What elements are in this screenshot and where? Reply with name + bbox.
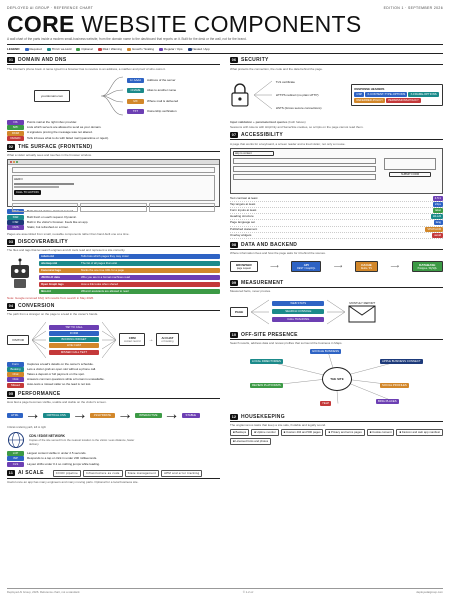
- row-tag: HTML: [7, 209, 24, 214]
- section-number: 07: [231, 133, 237, 137]
- offsite-profile: BING PLACES: [378, 398, 397, 403]
- accessibility-rows: [230, 196, 443, 239]
- conversion-connectors-left: [32, 318, 46, 362]
- ai-scale-tags: [53, 470, 203, 477]
- arrow-right-icon: →: [163, 406, 180, 424]
- hero-label: HERO: [14, 177, 23, 182]
- legend-swatch: [188, 48, 192, 51]
- section-housekeeping: [230, 414, 443, 445]
- row-tag: Missed: [7, 383, 24, 388]
- arrow-right-icon: ⟶: [333, 264, 343, 271]
- info-row: [7, 225, 220, 230]
- discover-text: Tells bots which pages they may crawl: [81, 253, 129, 258]
- legend-swatch: [47, 48, 51, 51]
- dns-record-type: CNAME: [127, 88, 144, 93]
- data-node-sub: Postgres / MySQL: [417, 267, 437, 271]
- legend-label: Growth / Scaling: [131, 47, 154, 51]
- browser-bar: [8, 160, 219, 165]
- discover-file: robots.txt: [41, 253, 54, 258]
- legend-label: Risk / Warning: [102, 47, 122, 51]
- dns-record-text: Where mail is delivered: [147, 98, 179, 103]
- crm-label: CRM: [128, 336, 136, 341]
- row-text: Tells inboxes what to do with failed mail (quarantine or reject).: [27, 135, 109, 140]
- accessibility-value: VPAT/ACR: [427, 226, 441, 231]
- browser-wireframe: [7, 159, 220, 207]
- housekeeping-item: ■ Privacy and terms pages: [325, 429, 364, 436]
- discover-text: Marks the one true URL for a page: [81, 267, 124, 272]
- conversion-channel[interactable]: TAP TO CALL: [49, 325, 99, 330]
- legend-item: [159, 47, 183, 51]
- arrow-right-icon: →: [117, 406, 133, 424]
- dns-record: [127, 86, 178, 95]
- section-number: 02: [8, 144, 14, 149]
- row-tag: CMS: [7, 225, 24, 230]
- row-text: Built in the visitor's browser. Feels like an app.: [27, 219, 89, 224]
- info-row: [7, 136, 220, 141]
- accessibility-label: Overlay widgets: [230, 232, 252, 237]
- row-text: Layout shifts under 0.1 so nothing jumps while loading.: [27, 461, 100, 466]
- section-note: Pages are assembled from small, reusable components rather than hand-built one at a time.: [7, 231, 130, 236]
- offsite-profile: APPLE BUSINESS CONNECT: [382, 358, 421, 363]
- render-path: [7, 406, 220, 424]
- section-measurement: [230, 280, 443, 329]
- arrow-right-icon: →: [24, 406, 41, 424]
- offsite-profile: YELP: [322, 400, 330, 405]
- dns-record-type: MX: [127, 99, 144, 104]
- arrow-right-icon: ⟶: [390, 264, 400, 271]
- dns-record-text: Alias to another name: [147, 88, 177, 93]
- legend-item: [98, 47, 122, 51]
- tls-label: TLS certificate: [275, 80, 295, 84]
- measure-source: CALL TRACKING: [272, 317, 324, 322]
- section-title: THE SURFACE (FRONTEND): [18, 143, 93, 150]
- discover-file: Canonical tags: [41, 267, 61, 272]
- section-number: 08: [231, 242, 237, 247]
- section-data: [230, 242, 443, 277]
- row-tag: DKIM: [7, 131, 24, 136]
- crm-sub: contact record: [123, 340, 141, 344]
- accessibility-value: avoid: [434, 232, 441, 237]
- section-title: MEASUREMENT: [241, 279, 284, 286]
- row-text: Largest content visible in under 2.5 seconds.: [27, 451, 87, 456]
- section-security: [230, 57, 443, 129]
- data-node-title: API: [303, 263, 309, 268]
- info-row: [7, 382, 220, 387]
- legend-item: [47, 47, 72, 51]
- ai-scale-tag: State management: [125, 470, 159, 477]
- section-desc: How fast a page becomes visible, usable and stable on the visitor's screen.: [7, 400, 107, 405]
- section-frontend: [7, 144, 220, 236]
- measure-connectors-right: [327, 295, 345, 329]
- footer: [7, 588, 443, 594]
- card: [149, 203, 215, 212]
- row-text: Lets a visitor grab an open slot without a phone call.: [27, 366, 97, 371]
- housekeeping-item: ■ Cookie consent: [367, 429, 395, 436]
- dns-records: [127, 76, 178, 117]
- accessibility-row: [230, 233, 443, 239]
- visitor-node: VISITOR: [7, 335, 29, 345]
- conversion-channel[interactable]: MISSED CALL TEXT: [49, 350, 99, 355]
- discover-text: How a link looks when shared: [81, 281, 119, 286]
- legend-swatch: [25, 48, 29, 51]
- data-node: [412, 261, 443, 272]
- section-title: PERFORMANCE: [18, 390, 61, 397]
- discover-item: [39, 268, 220, 274]
- discover-list: [39, 254, 220, 295]
- data-node-sub: page request: [236, 267, 251, 271]
- security-header: PERMISSIONS-POLICY: [388, 98, 419, 103]
- section-desc: What protects the connection, the code and the data behind the page.: [230, 66, 323, 71]
- legend-swatch: [76, 48, 80, 51]
- discover-file: JSON-LD data: [41, 274, 60, 279]
- accessibility-value: lang: [435, 220, 441, 225]
- robot-icon: [7, 258, 33, 290]
- security-note: [230, 120, 443, 124]
- title-bold: CORE: [7, 11, 75, 37]
- section-discoverability: [7, 239, 220, 300]
- section-title: HOUSEKEEPING: [241, 413, 285, 420]
- render-step: JS/HYDRATE: [90, 413, 115, 418]
- offsite-profile: SOCIAL PROFILES: [382, 382, 407, 387]
- site-hub: THE SITE: [322, 367, 352, 391]
- section-desc: A page that works for a keyboard, a screen reader and a tired visitor, not only a mouse.: [230, 141, 346, 146]
- row-tag: Form: [7, 362, 24, 367]
- section-number: 06: [231, 58, 237, 62]
- measure-source: SEARCH CONSOLE: [272, 309, 324, 314]
- discover-text: Who you are in a format machines read: [81, 274, 130, 279]
- accessibility-value: 24px: [434, 201, 441, 206]
- offsite-profile: GOOGLE BUSINESS: [312, 348, 340, 353]
- section-number: 10: [231, 332, 237, 337]
- card: [80, 203, 146, 212]
- dns-record-text: Address of the server: [147, 77, 176, 82]
- arrow-right-icon: ⟶: [270, 264, 279, 271]
- data-node-title: BROWSER: [236, 263, 252, 268]
- window-dot-icon: [16, 161, 18, 163]
- dns-record: [127, 107, 178, 116]
- housekeeping-item: ■ Favicon and web app manifest: [396, 429, 442, 436]
- left-column: [7, 57, 220, 487]
- dns-record: [127, 76, 178, 85]
- security-note-rest: (both halves): [288, 119, 306, 124]
- legend-label: Optional: [81, 47, 93, 51]
- security-connectors: [254, 75, 272, 115]
- dns-record-type: A / AAAA: [127, 78, 144, 83]
- header-list: [354, 92, 440, 103]
- render-step: CRITICAL CSS: [43, 413, 70, 418]
- discover-item: [39, 282, 220, 288]
- section-number: 11: [8, 471, 14, 476]
- section-title: CONVERSION: [18, 302, 55, 309]
- ai-chat-node: [156, 333, 178, 346]
- data-node-title: DATABASE: [419, 263, 436, 268]
- section-desc: Useful once an app has many engineers and many moving parts. Optional for a local business site.: [7, 480, 139, 485]
- accessibility-label: Text contrast at least: [230, 195, 258, 200]
- row-tag: NS: [7, 120, 24, 125]
- ai-scale-tag: Infrastructure as code: [83, 470, 123, 477]
- discover-item: [39, 289, 220, 295]
- legend-label: Nested / App: [192, 47, 210, 51]
- card-row: [12, 203, 215, 212]
- ai-scale-tag: APM and error tracking: [161, 470, 202, 477]
- accessibility-wireframe: [230, 148, 443, 194]
- text-line: [14, 183, 74, 185]
- measure-connectors-left: [251, 295, 269, 329]
- row-text: Lists which servers are allowed to send as your domain.: [27, 125, 102, 130]
- lock-icon: [230, 83, 250, 107]
- legend-swatch: [127, 48, 131, 51]
- row-text: Built ahead of time. Fastest to load.: [27, 209, 75, 214]
- section-desc: Measured facts, never proxies.: [230, 289, 272, 294]
- conversion-rows: [7, 362, 220, 388]
- offsite-diagram: [230, 347, 443, 411]
- section-title: ACCESSIBILITY: [241, 132, 283, 138]
- render-step: INTERACTIVE: [135, 413, 162, 418]
- window-dot-icon: [13, 161, 15, 163]
- row-tag: SPF: [7, 125, 24, 130]
- section-number: 04: [8, 303, 14, 308]
- page-node: PAGE: [230, 307, 248, 317]
- cookie-note: Sessions with tokens with HttpOnly and SameSite cookies, so scripts on the page cannot read them.: [230, 125, 364, 129]
- legend-item: [188, 47, 210, 51]
- section-performance: [7, 391, 220, 467]
- crm-node: [119, 333, 145, 346]
- row-tag: Chat: [7, 372, 24, 377]
- housekeeping-item: ■ Licensed fonts and photos: [230, 438, 271, 445]
- section-desc: The unglamorous tasks that keep a site safe, findable and legally sound.: [230, 423, 327, 428]
- legend: [7, 44, 443, 54]
- section-title: DATA AND BACKEND: [241, 241, 298, 248]
- row-tag: SSR: [7, 215, 24, 220]
- section-title: OFF-SITE PRESENCE: [241, 331, 298, 338]
- footer-left: Deployed AI Group, 2026. Reference chart, not a standard.: [7, 590, 81, 594]
- housekeeping-item: ■ Backups: [230, 429, 249, 436]
- measure-nodes: [272, 301, 324, 322]
- hero-block: [12, 175, 215, 201]
- section-ai-scale: [7, 470, 220, 485]
- discover-text: What AI assistants are allowed to read: [81, 288, 129, 293]
- data-node-title: CACHE: [361, 263, 372, 268]
- discover-file: Open Graph tags: [41, 281, 64, 286]
- discover-item: [39, 275, 220, 281]
- accessibility-value: 4.5:1: [434, 195, 441, 200]
- housekeeping-item: ■ Custom 404 and 500 pages: [281, 429, 324, 436]
- legend-item: [76, 47, 92, 51]
- info-row: [7, 462, 220, 467]
- row-tag: LCP: [7, 451, 24, 456]
- section-title: AI SCALE: [18, 470, 44, 477]
- legend-title: LEGEND: [7, 47, 20, 51]
- render-path-note: Critical rendering path, left to right: [7, 426, 46, 430]
- offsite-profile: LOCAL DIRECTORIES: [252, 358, 281, 363]
- row-text: Auto-texts a missed caller so the lead is not lost.: [27, 382, 92, 387]
- form-field[interactable]: [233, 158, 376, 164]
- legend-swatch: [98, 48, 102, 51]
- row-tag: Booking: [7, 367, 24, 372]
- accessibility-value: label: [435, 208, 441, 212]
- window-dot-icon: [10, 161, 12, 163]
- render-step: STABLE: [182, 413, 201, 418]
- section-conversion: [7, 303, 220, 388]
- response-headers-title: RESPONSE HEADERS: [354, 86, 385, 91]
- section-desc: Where information lives and how the page asks for it behind the scenes.: [230, 251, 326, 256]
- accessibility-label: Form inputs at least: [230, 207, 257, 212]
- security-header: X-FRAME-OPTIONS: [410, 91, 437, 96]
- row-tag: Click: [7, 377, 24, 382]
- row-text: Static, but refreshed on a timer.: [27, 224, 69, 229]
- data-node-sub: REST / GraphQL: [297, 267, 316, 271]
- arrow-right-icon: →: [71, 406, 88, 424]
- section-desc: The internet's phone book. A name typed in a browser has to resolve to an address, a mailbox and proof of who owns it.: [7, 66, 166, 71]
- skip-link[interactable]: skip to content: [233, 151, 274, 156]
- section-title: SECURITY: [241, 57, 269, 63]
- discover-file: llms.txt: [41, 288, 51, 293]
- section-note: Note: Google removed FAQ rich results from search in May 2026.: [7, 295, 95, 300]
- security-header: CSP: [356, 91, 363, 96]
- data-node-sub: Redis / KV: [360, 267, 373, 271]
- dns-record-type: TXT: [127, 109, 144, 114]
- section-accessibility: [230, 132, 443, 239]
- render-step: HTML: [7, 413, 23, 418]
- discover-item: [39, 254, 220, 260]
- section-title: DISCOVERABILITY: [18, 238, 69, 245]
- form-field[interactable]: [233, 174, 376, 180]
- footer-right: deployedaigroup.com: [416, 590, 443, 594]
- dns-rows: [7, 120, 220, 141]
- section-desc: The path from a stranger on the page to a lead in the owner's hands.: [7, 312, 99, 317]
- row-text: Built fresh on each request. Dynamic.: [27, 214, 77, 219]
- legend-item: [25, 47, 42, 51]
- discover-text: The list of all pages that exist: [81, 260, 118, 265]
- section-dns: [7, 57, 220, 141]
- right-column: [230, 57, 443, 487]
- cdn-title: CDN / EDGE NETWORK: [29, 434, 65, 439]
- domain-node: yourdomain.com: [34, 90, 70, 102]
- housekeeping-item: ■ Uptime monitor: [251, 429, 278, 436]
- envelope-icon: [348, 305, 376, 323]
- dns-connectors: [101, 72, 123, 120]
- conversion-stack: [49, 325, 99, 355]
- performance-rows: [7, 451, 220, 467]
- cta-button[interactable]: CALL TO ACTION: [16, 189, 39, 194]
- nav-bar: [12, 167, 215, 173]
- legend-label: Third / as-Hold: [51, 47, 72, 51]
- https-label: HTTPS redirect (no plain HTTP): [275, 93, 319, 97]
- frontend-rows: [7, 209, 220, 230]
- edition-line: EDITION 1 · SEPTEMBER 2026: [383, 6, 443, 10]
- section-number: 03: [8, 239, 14, 244]
- ai-chat-label: AI CHAT: [161, 336, 174, 341]
- data-node: [355, 261, 378, 272]
- form-field[interactable]: [233, 166, 376, 172]
- section-number: 12: [231, 414, 237, 419]
- housekeeping-tags: [230, 429, 443, 445]
- report-label: MONTHLY REPORT: [349, 300, 376, 305]
- legend-swatch: [159, 48, 163, 51]
- accessibility-label: Page language set: [230, 220, 256, 225]
- conversion-connectors-right: [102, 318, 116, 362]
- discover-item: [39, 261, 220, 267]
- data-node: [230, 261, 258, 272]
- title-rest: WEBSITE COMPONENTS: [81, 11, 362, 37]
- page-subtitle: A wall chart of the parts inside a modern small-business website, from the domain name to the dashboard that reports on it. Built for the desk or the wall, not for the brand.: [7, 37, 247, 41]
- security-note-bold: Input validation + parameterized queries: [230, 119, 288, 124]
- row-text: Captures a lead's details on the owner's schedule.: [27, 361, 94, 366]
- cdn-text: Copies of the site served from the nearest location to the visitor. Less distance, faster delivery.: [29, 438, 135, 447]
- accessibility-label: Tap targets at least: [230, 201, 256, 206]
- conversion-channel[interactable]: LIVE CHAT: [49, 343, 99, 348]
- page-title: [7, 13, 443, 36]
- publisher-line: DEPLOYED AI GROUP · REFERENCE CHART: [7, 6, 94, 10]
- section-number: 01: [8, 58, 14, 62]
- top-bar: [7, 6, 443, 10]
- row-text: Answers common questions while a human is unavailable.: [27, 377, 105, 382]
- footer-center: © 1-2 oz: [242, 590, 254, 594]
- data-flow: [230, 257, 443, 277]
- accessibility-label: Heading structure: [230, 214, 254, 219]
- cdn-block: [7, 431, 220, 449]
- section-desc: What a visitor actually sees and touches in the browser window.: [7, 153, 92, 158]
- row-tag: CSR: [7, 220, 24, 225]
- row-tag: CLS: [7, 462, 24, 467]
- response-headers: [351, 84, 443, 106]
- row-tag: DMARC: [7, 136, 24, 141]
- section-offsite: [230, 332, 443, 411]
- text-line: [14, 186, 59, 188]
- accessibility-label: Published statement: [230, 226, 258, 231]
- dns-record: [127, 97, 178, 106]
- section-title: DOMAIN AND DNS: [18, 57, 67, 63]
- poster: [7, 6, 443, 594]
- accessibility-value: H1-H3: [432, 214, 441, 219]
- submit-button[interactable]: SUBMIT FORM: [389, 172, 431, 177]
- offsite-profile: REVIEW PLATFORMS: [252, 382, 281, 387]
- row-text: Takes a deposit or full payment on the spot.: [27, 372, 85, 377]
- arrow-right-icon: →: [148, 336, 154, 343]
- measure-source: WEB STATS: [272, 301, 324, 306]
- security-header: X-CONTENT-TYPE-OPTIONS: [367, 91, 406, 96]
- section-number: 05: [8, 391, 14, 396]
- legend-item: [127, 47, 154, 51]
- legend-label: Regular / Ops: [164, 47, 183, 51]
- conversion-channel[interactable]: BOOKING WIDGET: [49, 337, 99, 342]
- legend-label: Required: [29, 47, 42, 51]
- section-number: 09: [231, 280, 237, 285]
- ai-chat-sub: or booking: [161, 340, 174, 344]
- row-text: A signature proving the message was not altered.: [27, 130, 93, 135]
- row-text: Points mail at the right inbox provider.: [27, 120, 78, 124]
- security-header: REFERRER-POLICY: [356, 98, 383, 103]
- image-placeholder: [384, 158, 436, 170]
- section-desc: Search results, address data and review profiles that surround the business in Maps.: [230, 341, 343, 346]
- ai-scale-tag: CI/CD pipeline: [53, 470, 81, 477]
- dns-record-text: Ownership verification: [147, 109, 177, 114]
- data-node: [291, 261, 321, 272]
- hsts-label: HSTS (forces secure connections): [275, 106, 322, 110]
- card: [12, 203, 78, 212]
- section-desc: The files and tags that let search engines and AI tools read and represent a site correctly.: [7, 248, 126, 253]
- conversion-channel[interactable]: FORM: [49, 331, 99, 336]
- globe-icon: [7, 431, 25, 449]
- row-text: Responds to a tap or click in under 200 milliseconds.: [27, 456, 98, 461]
- row-tag: INP: [7, 456, 24, 461]
- discover-file: sitemap.xml: [41, 260, 58, 265]
